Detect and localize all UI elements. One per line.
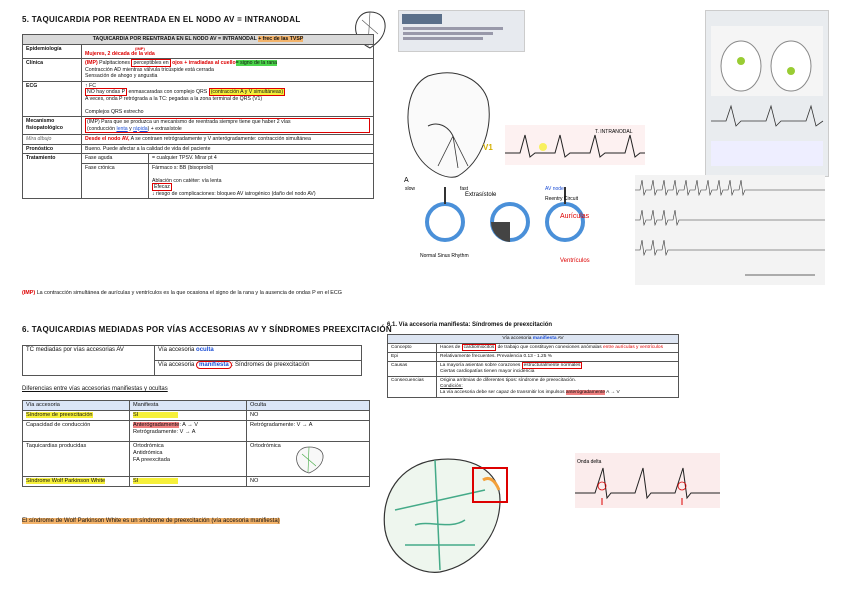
- section5-table: [22, 34, 374, 199]
- section5-title: 5. TAQUICARDIA POR REENTRADA EN EL NODO AV = INTRANODAL: [22, 15, 301, 24]
- wpw-note: El síndrome de Wolf Parkinson White es un síndrome de preexcitación (vía accesoria manifiesta): [22, 518, 280, 524]
- svg-text:Aurículas: Aurículas: [560, 213, 590, 220]
- table-row: Epi Relativamente frecuentes. Prevalencia 0.13 - 1.25 %: [388, 352, 679, 361]
- diff-table: Vía accesoria Manifiesta Oculta Síndrome de preexcitación SI NO Capacidad de conducción Anterógradamente: A → V Retrógradamente: V → A Retrógradamente: V → A Taquicardias producidas Ortodrómica Antidrómica FA preexcitada Ortodrómica Síndrome Wolf Parkinson White SI NO: [22, 400, 370, 487]
- section61-title: 6.1. Vía accesoria manifiesta: Síndromes de preexcitación: [387, 322, 553, 328]
- table-row: Síndrome Wolf Parkinson White SI NO: [23, 476, 370, 486]
- heart-small-icon: [292, 444, 327, 474]
- table-row: Causas La mayoría asientan sobre corazones estructuralmente normales Ciertas cardiopatías tienen mayor incidencia: [388, 361, 679, 376]
- table-row: ECG ↑ FC NO hay ondas P enmascaradas con complejo QRS (contracción A y V simultáneas) A veces, onda P retrógrada a la TC: pegadas a la zona terminal de QRS (V1) Complejos QRS estrecho: [23, 81, 374, 117]
- table-row: Capacidad de conducción Anterógradamente: A → V Retrógradamente: V → A Retrógradamente: V → A: [23, 420, 370, 441]
- svg-text:Extrasístole: Extrasístole: [465, 192, 497, 198]
- imp-note: (IMP) La contracción simultánea de aurículas y ventrículos es la que ocasiona el signo de la rana y la ausencia de ondas P en el ECG: [22, 290, 342, 296]
- table-row: Clínica (IMP) Palpitaciones perceptibles en ojos + irradiadas al cuello= signo de la rana Contracción AD mientras válvula tricúspide está cerrada Sensación de ahogo y angustia: [23, 59, 374, 82]
- svg-text:Normal Sinus Rhythm: Normal Sinus Rhythm: [420, 253, 469, 259]
- table-row: Pronóstico Bueno. Puede afectar a la calidad de vida del paciente: [23, 144, 374, 154]
- svg-text:Reentry Circuit: Reentry Circuit: [545, 196, 579, 202]
- svg-text:A: A: [404, 177, 409, 184]
- ecg-v1-strip: [505, 125, 645, 165]
- table-row: Consecuencias Origina arritmias de diferentes tipos: síndrome de preexcitación. Condición: La vía accesoria debe ser capaz de transmitir los impulsos anterógradamente A → V: [388, 376, 679, 397]
- section6-title: 6. TAQUICARDIAS MEDIADAS POR VÍAS ACCESORIAS AV Y SÍNDROMES PREEXCITACIÓN: [22, 325, 392, 334]
- delta-wave-ecg: [575, 453, 720, 508]
- v1-label: V1: [483, 143, 493, 152]
- diff-title: Diferencias entre vías accesorias manifiestas y ocultas: [22, 386, 168, 392]
- table-row: Síndrome de preexcitación SI NO: [23, 410, 370, 420]
- table-row: Mecanismo fisiopatológico (IMP) Para que se produzca un mecanismo de reentrada siempre tiene que haber 2 vías (conducción lenta y rápida) + extrasístole: [23, 117, 374, 135]
- svg-text:Onda delta: Onda delta: [577, 459, 602, 465]
- svg-text:fast: fast: [460, 186, 469, 192]
- svg-text:Ventrículos: Ventrículos: [560, 258, 590, 264]
- table-row: Taquicardias producidas Ortodrómica Antidrómica FA preexcitada Ortodrómica: [23, 441, 370, 476]
- heart-accessory-figure: [375, 450, 515, 580]
- svg-text:AV node: AV node: [545, 186, 564, 192]
- reentry-diagram: [405, 182, 625, 272]
- section61-table: Vía accesoria manifiesta AV Concepto Haces de cardiomiocitos de trabajo que constituyen conexiones anómalas entre aurículas y ventrículos Epi Relativamente frecuentes. Prevalencia 0.13 - 1.25 % Causas La mayoría asientan sobre corazones estructuralmente normales Ciertas cardiopatías tienen mayor incidencia Consecuencias Origina arritmias de diferentes tipos: síndrome de preexcitación. Condición: La vía accesoria debe ser capaz de transmitir los impulsos anterógradamente A → V: [387, 334, 679, 398]
- table-row: Mira dibujo Desde el nodo AV, A se contraen retrógradamente y V anterógradamente: contracción simultánea: [23, 135, 374, 145]
- textbook-snippet: [398, 10, 525, 52]
- svg-text:T. INTRANODAL: T. INTRANODAL: [595, 129, 633, 135]
- tc-table: TC mediadas por vías accesorias AV Vía accesoria oculta Vía accesoria manifiesta : Síndromes de preexcitación: [22, 345, 362, 376]
- table-row: Tratamiento Fase aguda = cualquier TPSV. Mirar pt 4: [23, 154, 374, 164]
- table-header: TAQUICARDIA POR REENTRADA EN EL NODO AV = INTRANODAL + frec de las TVSP: [23, 35, 374, 45]
- table-row: Epidemiología (IMP) Mujeres, 2 década de la vida: [23, 44, 374, 59]
- heart-anatomy-figure: [398, 56, 498, 186]
- table-row: Concepto Haces de cardiomiocitos de trabajo que constituyen conexiones anómalas entre aurículas y ventrículos: [388, 343, 679, 352]
- textbook-photo: [705, 10, 829, 177]
- table-row: Fase crónica Fármaco s: BB (bisoprolol) Ablación con catéter: vía lenta Efecaz ↓ riesgo de complicaciones: bloqueo AV iatrogénico (daño del nodo AV): [23, 163, 374, 199]
- ecg-multi-strip: [635, 175, 825, 285]
- svg-text:slow: slow: [405, 186, 416, 192]
